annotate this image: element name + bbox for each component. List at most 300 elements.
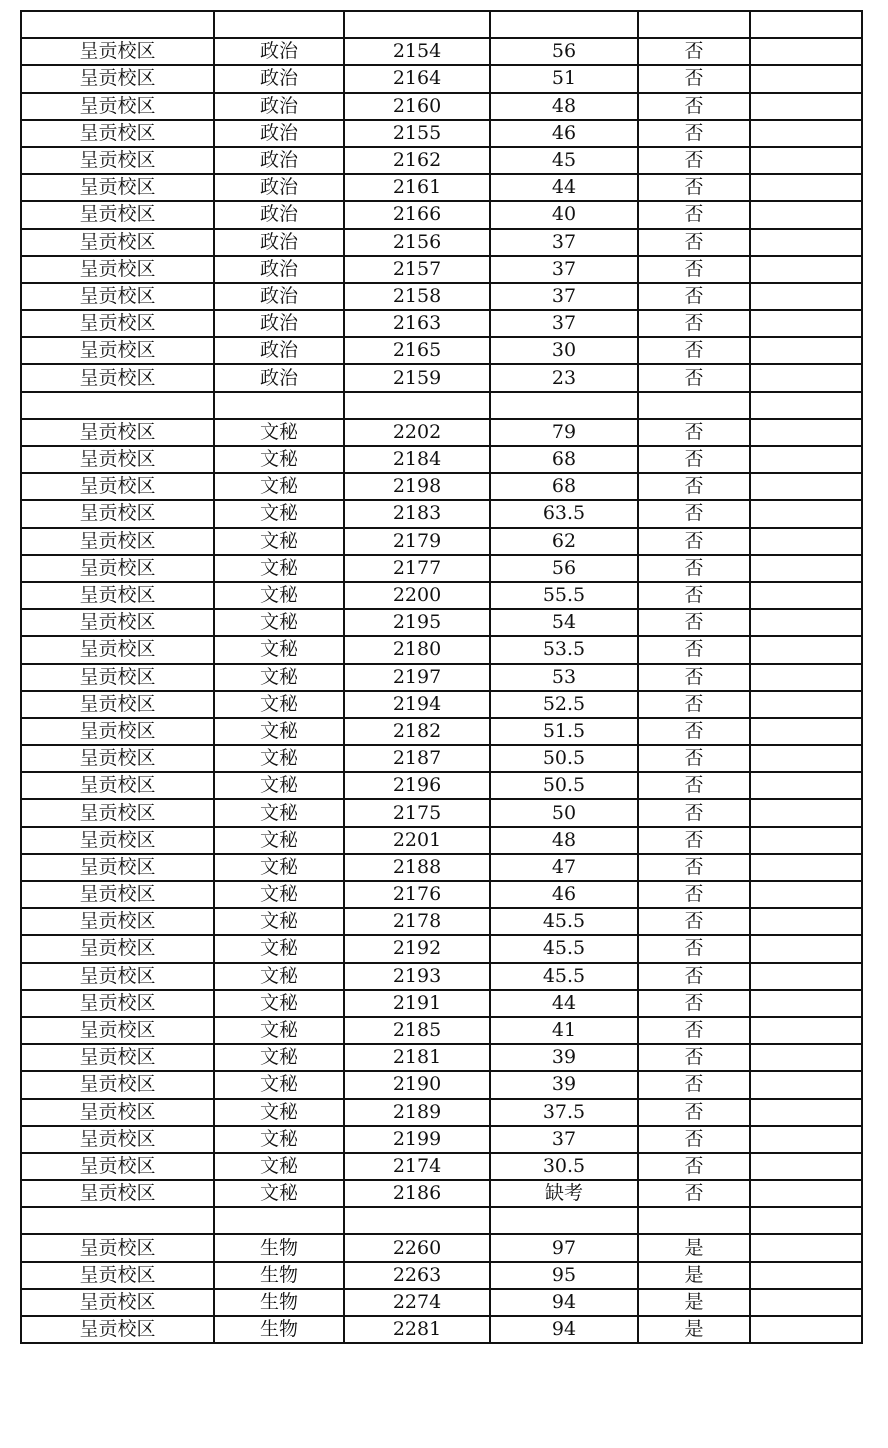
subject-cell: 政治 <box>214 256 344 283</box>
table-row <box>21 93 862 120</box>
qualified-cell: 否 <box>638 772 750 799</box>
qualified-cell: 否 <box>638 718 750 745</box>
exam-id-cell: 2160 <box>344 93 490 120</box>
score-cell: 53 <box>490 664 638 691</box>
qualified-cell: 否 <box>638 1180 750 1207</box>
campus-cell: 呈贡校区 <box>21 1234 214 1261</box>
qualified-cell: 否 <box>638 528 750 555</box>
qualified-cell: 否 <box>638 1126 750 1153</box>
separator-row <box>21 392 862 419</box>
campus-cell: 呈贡校区 <box>21 337 214 364</box>
score-cell: 45.5 <box>490 908 638 935</box>
qualified-cell: 否 <box>638 337 750 364</box>
score-cell: 37 <box>490 1126 638 1153</box>
campus-cell: 呈贡校区 <box>21 364 214 391</box>
campus-cell: 呈贡校区 <box>21 528 214 555</box>
score-cell: 45 <box>490 147 638 174</box>
subject-cell: 政治 <box>214 93 344 120</box>
remark-cell <box>750 1262 862 1289</box>
subject-cell: 文秘 <box>214 881 344 908</box>
score-cell: 68 <box>490 473 638 500</box>
remark-cell <box>750 990 862 1017</box>
subject-cell: 文秘 <box>214 1044 344 1071</box>
table-row <box>21 555 862 582</box>
qualified-cell: 否 <box>638 500 750 527</box>
qualified-cell: 否 <box>638 691 750 718</box>
campus-cell: 呈贡校区 <box>21 147 214 174</box>
table-row <box>21 881 862 908</box>
remark-cell <box>750 473 862 500</box>
campus-cell: 呈贡校区 <box>21 636 214 663</box>
campus-cell: 呈贡校区 <box>21 827 214 854</box>
score-cell: 56 <box>490 38 638 65</box>
remark-cell <box>750 120 862 147</box>
remark-cell <box>750 201 862 228</box>
qualified-cell: 否 <box>638 609 750 636</box>
score-cell: 37.5 <box>490 1099 638 1126</box>
score-cell: 94 <box>490 1316 638 1343</box>
subject-cell: 文秘 <box>214 990 344 1017</box>
remark-cell <box>750 1153 862 1180</box>
remark-cell <box>750 799 862 826</box>
campus-cell <box>21 1207 214 1234</box>
remark-cell <box>750 745 862 772</box>
qualified-cell: 否 <box>638 881 750 908</box>
campus-cell: 呈贡校区 <box>21 963 214 990</box>
exam-id-cell: 2162 <box>344 147 490 174</box>
exam-id-cell: 2155 <box>344 120 490 147</box>
qualified-cell: 否 <box>638 636 750 663</box>
subject-cell <box>214 392 344 419</box>
campus-cell: 呈贡校区 <box>21 664 214 691</box>
subject-cell: 文秘 <box>214 745 344 772</box>
table-row <box>21 256 862 283</box>
exam-id-cell: 2179 <box>344 528 490 555</box>
remark-cell <box>750 908 862 935</box>
remark-cell <box>750 772 862 799</box>
qualified-cell: 否 <box>638 1044 750 1071</box>
score-cell: 37 <box>490 310 638 337</box>
qualified-cell: 否 <box>638 935 750 962</box>
remark-cell <box>750 1099 862 1126</box>
exam-id-cell: 2197 <box>344 664 490 691</box>
qualified-cell: 否 <box>638 38 750 65</box>
exam-id-cell: 2177 <box>344 555 490 582</box>
qualified-cell: 否 <box>638 229 750 256</box>
subject-cell: 文秘 <box>214 609 344 636</box>
campus-cell: 呈贡校区 <box>21 555 214 582</box>
table-row <box>21 337 862 364</box>
subject-cell: 政治 <box>214 310 344 337</box>
remark-cell <box>750 1234 862 1261</box>
qualified-cell: 否 <box>638 65 750 92</box>
remark-cell <box>750 691 862 718</box>
score-cell: 44 <box>490 990 638 1017</box>
subject-cell: 政治 <box>214 283 344 310</box>
campus-cell: 呈贡校区 <box>21 1153 214 1180</box>
qualified-cell: 否 <box>638 1153 750 1180</box>
table-row <box>21 1126 862 1153</box>
score-cell: 37 <box>490 229 638 256</box>
campus-cell: 呈贡校区 <box>21 174 214 201</box>
subject-cell: 文秘 <box>214 963 344 990</box>
campus-cell: 呈贡校区 <box>21 500 214 527</box>
remark-cell <box>750 1207 862 1234</box>
qualified-cell <box>638 1207 750 1234</box>
separator-row <box>21 11 862 38</box>
remark-cell <box>750 664 862 691</box>
table-row <box>21 528 862 555</box>
table-row <box>21 1153 862 1180</box>
score-cell: 缺考 <box>490 1180 638 1207</box>
qualified-cell: 否 <box>638 364 750 391</box>
subject-cell: 文秘 <box>214 935 344 962</box>
exam-id-cell: 2163 <box>344 310 490 337</box>
table-row <box>21 1180 862 1207</box>
campus-cell: 呈贡校区 <box>21 854 214 881</box>
exam-id-cell: 2194 <box>344 691 490 718</box>
remark-cell <box>750 1180 862 1207</box>
subject-cell: 文秘 <box>214 691 344 718</box>
table-row <box>21 854 862 881</box>
campus-cell: 呈贡校区 <box>21 419 214 446</box>
remark-cell <box>750 582 862 609</box>
campus-cell: 呈贡校区 <box>21 310 214 337</box>
subject-cell: 文秘 <box>214 419 344 446</box>
subject-cell: 文秘 <box>214 664 344 691</box>
qualified-cell: 否 <box>638 555 750 582</box>
score-cell: 52.5 <box>490 691 638 718</box>
campus-cell <box>21 11 214 38</box>
score-cell: 39 <box>490 1044 638 1071</box>
subject-cell <box>214 11 344 38</box>
subject-cell: 生物 <box>214 1262 344 1289</box>
table-row <box>21 201 862 228</box>
subject-cell: 文秘 <box>214 718 344 745</box>
subject-cell: 文秘 <box>214 772 344 799</box>
score-cell: 41 <box>490 1017 638 1044</box>
subject-cell: 政治 <box>214 174 344 201</box>
remark-cell <box>750 256 862 283</box>
remark-cell <box>750 364 862 391</box>
exam-id-cell: 2185 <box>344 1017 490 1044</box>
subject-cell: 文秘 <box>214 1126 344 1153</box>
subject-cell: 文秘 <box>214 1180 344 1207</box>
table-row <box>21 1289 862 1316</box>
subject-cell: 政治 <box>214 120 344 147</box>
score-cell: 37 <box>490 256 638 283</box>
qualified-cell: 否 <box>638 147 750 174</box>
table-row <box>21 1262 862 1289</box>
qualified-cell: 否 <box>638 664 750 691</box>
remark-cell <box>750 11 862 38</box>
qualified-cell: 否 <box>638 120 750 147</box>
remark-cell <box>750 718 862 745</box>
score-cell: 40 <box>490 201 638 228</box>
subject-cell: 文秘 <box>214 528 344 555</box>
campus-cell: 呈贡校区 <box>21 881 214 908</box>
table-row <box>21 310 862 337</box>
qualified-cell <box>638 11 750 38</box>
table-row <box>21 718 862 745</box>
table-row <box>21 174 862 201</box>
remark-cell <box>750 854 862 881</box>
remark-cell <box>750 310 862 337</box>
exam-id-cell: 2201 <box>344 827 490 854</box>
qualified-cell: 否 <box>638 93 750 120</box>
remark-cell <box>750 1071 862 1098</box>
qualified-cell: 否 <box>638 201 750 228</box>
exam-id-cell: 2174 <box>344 1153 490 1180</box>
exam-id-cell: 2176 <box>344 881 490 908</box>
subject-cell: 文秘 <box>214 582 344 609</box>
remark-cell <box>750 636 862 663</box>
remark-cell <box>750 229 862 256</box>
exam-id-cell: 2195 <box>344 609 490 636</box>
exam-id-cell: 2202 <box>344 419 490 446</box>
remark-cell <box>750 1126 862 1153</box>
qualified-cell: 否 <box>638 283 750 310</box>
score-cell: 51.5 <box>490 718 638 745</box>
table-row <box>21 1044 862 1071</box>
subject-cell: 文秘 <box>214 1099 344 1126</box>
exam-id-cell: 2184 <box>344 446 490 473</box>
remark-cell <box>750 555 862 582</box>
exam-id-cell: 2193 <box>344 963 490 990</box>
qualified-cell: 否 <box>638 256 750 283</box>
separator-row <box>21 1207 862 1234</box>
table-row <box>21 473 862 500</box>
score-cell: 97 <box>490 1234 638 1261</box>
subject-cell: 政治 <box>214 201 344 228</box>
score-cell: 44 <box>490 174 638 201</box>
campus-cell: 呈贡校区 <box>21 609 214 636</box>
campus-cell: 呈贡校区 <box>21 908 214 935</box>
campus-cell: 呈贡校区 <box>21 799 214 826</box>
campus-cell: 呈贡校区 <box>21 1099 214 1126</box>
subject-cell: 生物 <box>214 1289 344 1316</box>
subject-cell: 文秘 <box>214 1017 344 1044</box>
table-row <box>21 772 862 799</box>
subject-cell: 文秘 <box>214 908 344 935</box>
table-row <box>21 1316 862 1343</box>
campus-cell: 呈贡校区 <box>21 283 214 310</box>
exam-id-cell: 2274 <box>344 1289 490 1316</box>
subject-cell: 生物 <box>214 1234 344 1261</box>
campus-cell: 呈贡校区 <box>21 120 214 147</box>
remark-cell <box>750 446 862 473</box>
table-row <box>21 1017 862 1044</box>
score-cell: 56 <box>490 555 638 582</box>
campus-cell: 呈贡校区 <box>21 256 214 283</box>
exam-id-cell: 2154 <box>344 38 490 65</box>
subject-cell: 政治 <box>214 147 344 174</box>
score-cell <box>490 392 638 419</box>
campus-cell: 呈贡校区 <box>21 201 214 228</box>
table-row <box>21 664 862 691</box>
table-row <box>21 691 862 718</box>
qualified-cell <box>638 392 750 419</box>
subject-cell: 文秘 <box>214 473 344 500</box>
qualified-cell: 否 <box>638 963 750 990</box>
score-cell: 95 <box>490 1262 638 1289</box>
table-row <box>21 799 862 826</box>
exam-id-cell: 2198 <box>344 473 490 500</box>
score-cell: 54 <box>490 609 638 636</box>
remark-cell <box>750 93 862 120</box>
exam-id-cell: 2181 <box>344 1044 490 1071</box>
campus-cell: 呈贡校区 <box>21 772 214 799</box>
score-cell: 39 <box>490 1071 638 1098</box>
remark-cell <box>750 147 862 174</box>
remark-cell <box>750 419 862 446</box>
table-row <box>21 963 862 990</box>
campus-cell: 呈贡校区 <box>21 38 214 65</box>
score-table-body <box>21 11 862 1343</box>
exam-id-cell: 2186 <box>344 1180 490 1207</box>
qualified-cell: 否 <box>638 827 750 854</box>
table-row <box>21 120 862 147</box>
score-cell: 63.5 <box>490 500 638 527</box>
campus-cell: 呈贡校区 <box>21 691 214 718</box>
subject-cell: 政治 <box>214 229 344 256</box>
score-cell: 53.5 <box>490 636 638 663</box>
score-cell: 55.5 <box>490 582 638 609</box>
remark-cell <box>750 935 862 962</box>
qualified-cell: 是 <box>638 1262 750 1289</box>
qualified-cell: 否 <box>638 310 750 337</box>
score-cell: 68 <box>490 446 638 473</box>
exam-id-cell: 2188 <box>344 854 490 881</box>
exam-id-cell: 2260 <box>344 1234 490 1261</box>
campus-cell: 呈贡校区 <box>21 1044 214 1071</box>
remark-cell <box>750 827 862 854</box>
exam-id-cell <box>344 392 490 419</box>
table-row <box>21 283 862 310</box>
exam-id-cell <box>344 11 490 38</box>
subject-cell: 文秘 <box>214 827 344 854</box>
score-cell <box>490 11 638 38</box>
remark-cell <box>750 881 862 908</box>
exam-id-cell: 2161 <box>344 174 490 201</box>
exam-id-cell: 2165 <box>344 337 490 364</box>
exam-id-cell: 2164 <box>344 65 490 92</box>
qualified-cell: 否 <box>638 419 750 446</box>
score-cell: 23 <box>490 364 638 391</box>
table-row <box>21 582 862 609</box>
score-cell: 48 <box>490 827 638 854</box>
score-cell: 51 <box>490 65 638 92</box>
table-row <box>21 827 862 854</box>
exam-id-cell: 2159 <box>344 364 490 391</box>
campus-cell: 呈贡校区 <box>21 1180 214 1207</box>
subject-cell: 文秘 <box>214 500 344 527</box>
score-cell: 30.5 <box>490 1153 638 1180</box>
exam-id-cell: 2196 <box>344 772 490 799</box>
remark-cell <box>750 528 862 555</box>
score-cell: 45.5 <box>490 935 638 962</box>
campus-cell: 呈贡校区 <box>21 446 214 473</box>
qualified-cell: 否 <box>638 582 750 609</box>
table-row <box>21 229 862 256</box>
table-row <box>21 65 862 92</box>
campus-cell: 呈贡校区 <box>21 93 214 120</box>
subject-cell: 文秘 <box>214 854 344 881</box>
subject-cell: 生物 <box>214 1316 344 1343</box>
qualified-cell: 否 <box>638 854 750 881</box>
subject-cell <box>214 1207 344 1234</box>
exam-id-cell: 2199 <box>344 1126 490 1153</box>
campus-cell: 呈贡校区 <box>21 1126 214 1153</box>
score-cell: 46 <box>490 881 638 908</box>
qualified-cell: 是 <box>638 1234 750 1261</box>
remark-cell <box>750 1289 862 1316</box>
campus-cell: 呈贡校区 <box>21 935 214 962</box>
remark-cell <box>750 38 862 65</box>
exam-id-cell: 2158 <box>344 283 490 310</box>
subject-cell: 文秘 <box>214 636 344 663</box>
table-row <box>21 745 862 772</box>
remark-cell <box>750 283 862 310</box>
remark-cell <box>750 1044 862 1071</box>
table-row <box>21 636 862 663</box>
table-row <box>21 364 862 391</box>
remark-cell <box>750 609 862 636</box>
score-cell: 50 <box>490 799 638 826</box>
remark-cell <box>750 963 862 990</box>
score-cell <box>490 1207 638 1234</box>
score-cell: 62 <box>490 528 638 555</box>
table-row <box>21 990 862 1017</box>
campus-cell: 呈贡校区 <box>21 1017 214 1044</box>
qualified-cell: 是 <box>638 1289 750 1316</box>
exam-id-cell: 2182 <box>344 718 490 745</box>
remark-cell <box>750 65 862 92</box>
score-cell: 79 <box>490 419 638 446</box>
subject-cell: 文秘 <box>214 1153 344 1180</box>
score-cell: 48 <box>490 93 638 120</box>
table-row <box>21 1071 862 1098</box>
remark-cell <box>750 337 862 364</box>
campus-cell: 呈贡校区 <box>21 582 214 609</box>
remark-cell <box>750 174 862 201</box>
table-row <box>21 38 862 65</box>
campus-cell: 呈贡校区 <box>21 1316 214 1343</box>
qualified-cell: 是 <box>638 1316 750 1343</box>
subject-cell: 政治 <box>214 337 344 364</box>
score-cell: 46 <box>490 120 638 147</box>
campus-cell: 呈贡校区 <box>21 229 214 256</box>
score-cell: 30 <box>490 337 638 364</box>
exam-id-cell: 2187 <box>344 745 490 772</box>
subject-cell: 文秘 <box>214 799 344 826</box>
exam-id-cell: 2191 <box>344 990 490 1017</box>
qualified-cell: 否 <box>638 1017 750 1044</box>
exam-id-cell: 2281 <box>344 1316 490 1343</box>
table-row <box>21 419 862 446</box>
campus-cell: 呈贡校区 <box>21 745 214 772</box>
qualified-cell: 否 <box>638 446 750 473</box>
subject-cell: 政治 <box>214 364 344 391</box>
subject-cell: 政治 <box>214 38 344 65</box>
campus-cell: 呈贡校区 <box>21 1289 214 1316</box>
campus-cell: 呈贡校区 <box>21 718 214 745</box>
exam-id-cell: 2156 <box>344 229 490 256</box>
exam-id-cell: 2189 <box>344 1099 490 1126</box>
campus-cell <box>21 392 214 419</box>
exam-id-cell: 2190 <box>344 1071 490 1098</box>
remark-cell <box>750 392 862 419</box>
